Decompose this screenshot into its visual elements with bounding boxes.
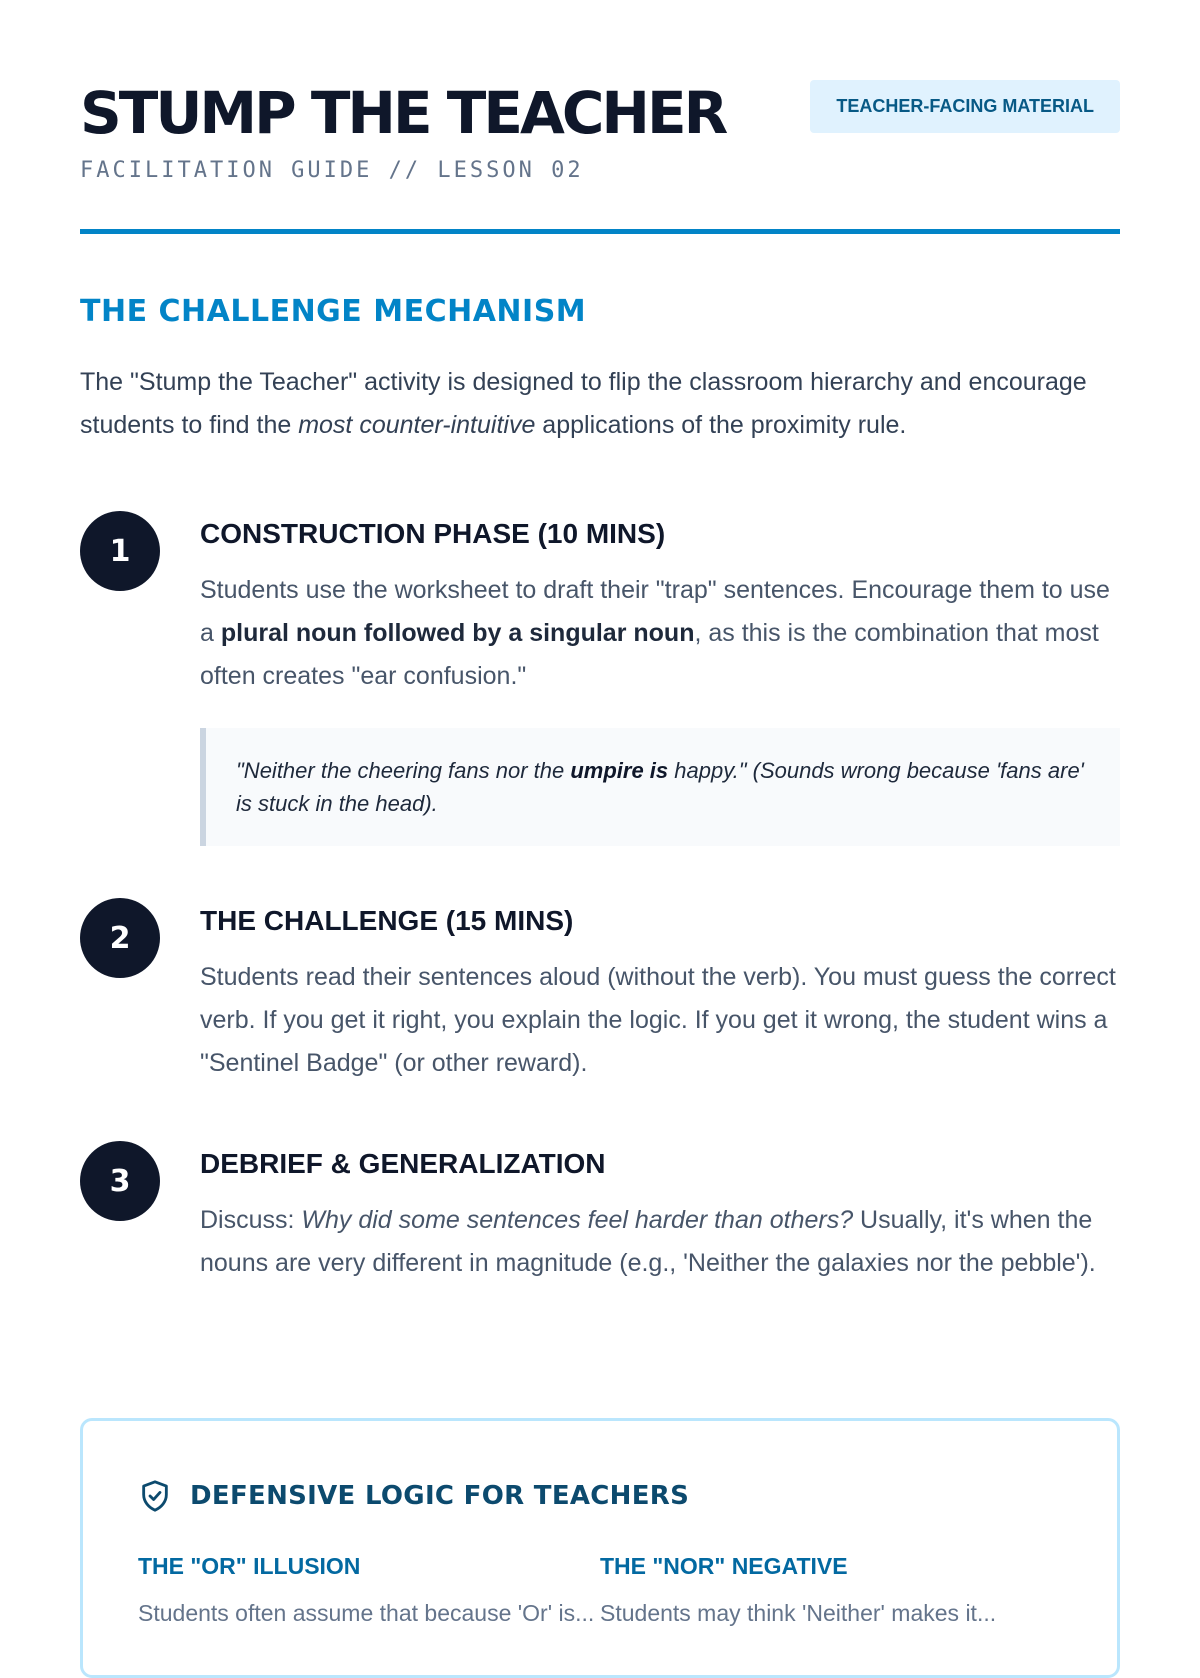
step-number-badge: 1 [80, 511, 160, 591]
step-text-start: Students use the worksheet to draft their "trap" sentences. Encourage them to use a [200, 576, 1110, 647]
audience-badge: TEACHER-FACING MATERIAL [810, 80, 1120, 133]
step-title: CONSTRUCTION PHASE (10 MINS) [200, 518, 666, 549]
intro-text-end: applications of the proximity rule. [535, 411, 907, 439]
intro-emphasis: most counter-intuitive [298, 411, 536, 439]
shield-check-icon [138, 1477, 172, 1515]
page-subtitle: FACILITATION GUIDE // LESSON 02 [80, 158, 584, 183]
step-title: DEBRIEF & GENERALIZATION [200, 1148, 606, 1179]
intro-text-start: The "Stump the Teacher" activity is designed to flip the classroom hierarchy and encourage students to find the [80, 368, 1087, 439]
example-quote [200, 728, 1120, 846]
step-text-start: Discuss: [200, 1206, 302, 1234]
section-heading: THE CHALLENGE MECHANISM [80, 294, 587, 329]
intro-paragraph [80, 361, 1120, 447]
column-title: THE "OR" ILLUSION [138, 1553, 361, 1579]
step-number-badge: 3 [80, 1141, 160, 1221]
column-title: THE "NOR" NEGATIVE [600, 1553, 848, 1579]
quote-text-end: happy." (Sounds wrong because 'fans are' is stuck in the head). [236, 758, 1084, 816]
column-or-illusion [138, 1553, 600, 1630]
defensive-logic-card [80, 1418, 1120, 1678]
step-title: THE CHALLENGE (15 MINS) [200, 905, 574, 936]
step-text-end: , as this is the combination that most often creates "ear confusion." [200, 619, 1099, 690]
step-description: Students read their sentences aloud (without the verb). You must guess the correct verb. If you get it right, you explain the logic. If you get it wrong, the student wins a "Sentinel Badge" (or other reward). [200, 963, 1116, 1077]
card-columns [138, 1553, 1062, 1630]
step-number-badge: 2 [80, 898, 160, 978]
page-title: STUMP THE TEACHER [80, 79, 726, 147]
column-text: Students often assume that because 'Or' is... [138, 1600, 595, 1626]
quote-text-strong: umpire is [570, 758, 669, 783]
step-description [200, 1199, 1120, 1285]
step-text-strong: plural noun followed by a singular noun [220, 619, 695, 647]
column-text: Students may think 'Neither' makes it... [600, 1600, 997, 1626]
column-nor-negative [600, 1553, 1062, 1630]
step-debrief [80, 1141, 1120, 1285]
step-challenge [80, 898, 1120, 1085]
card-header [138, 1477, 1062, 1515]
quote-text-start: "Neither the cheering fans nor the [236, 758, 571, 783]
card-title: DEFENSIVE LOGIC FOR TEACHERS [190, 1481, 690, 1511]
step-text-end: Usually, it's when the nouns are very different in magnitude (e.g., 'Neither the galaxies nor the pebble'). [200, 1206, 1096, 1277]
step-construction [80, 511, 1120, 846]
header [80, 0, 1120, 234]
step-description [200, 569, 1120, 698]
step-text-emphasis: Why did some sentences feel harder than others? [301, 1206, 854, 1234]
